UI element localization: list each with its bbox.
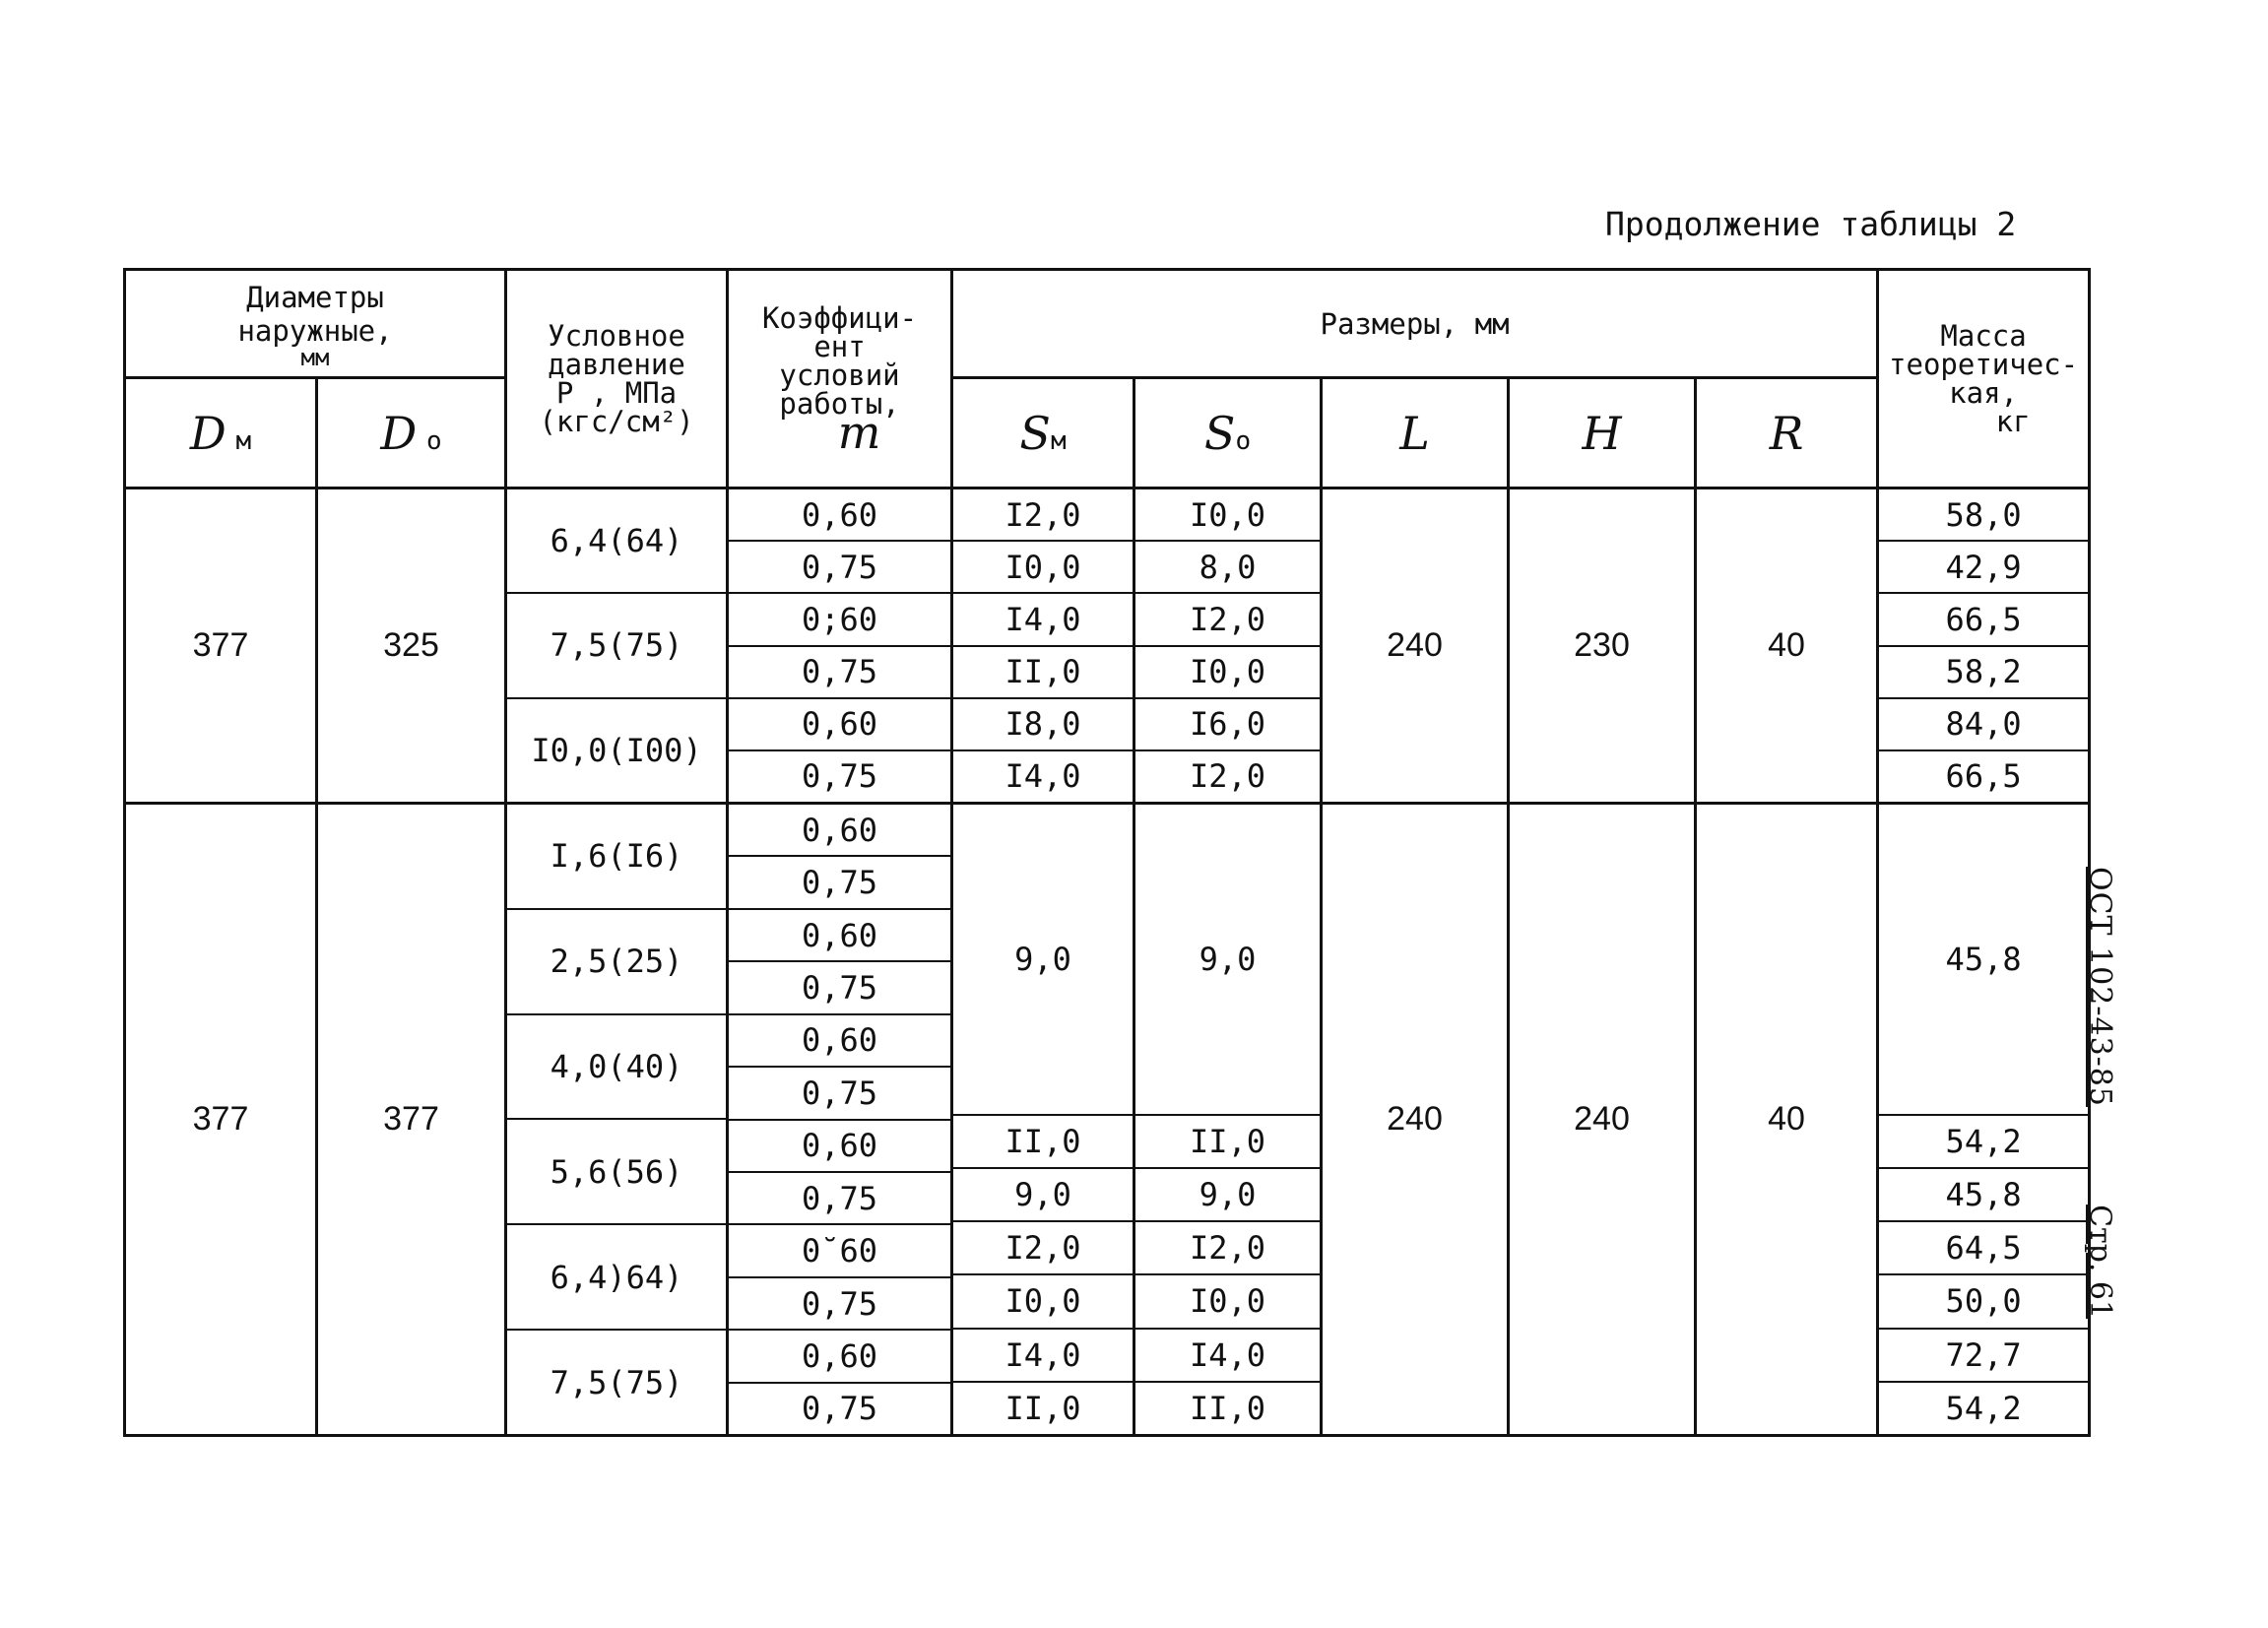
mass-cell: 58,2 xyxy=(1879,647,2088,699)
mass-cell: 45,8 xyxy=(1879,1169,2088,1222)
m-cell: 0,60 xyxy=(729,489,950,542)
l-cell: 240 xyxy=(1322,804,1509,1436)
m-cell: 0,75 xyxy=(729,647,950,699)
sm-cell: 9,0 xyxy=(953,1169,1133,1222)
header-l: L xyxy=(1322,378,1509,488)
r-cell: 40 xyxy=(1696,804,1878,1436)
mass-cell-merged: 45,8 xyxy=(1879,805,2088,1116)
sm-cell: I0,0 xyxy=(953,1275,1133,1329)
pressure-cell: I0,0(I00) xyxy=(531,731,702,769)
m-cell: 0,75 xyxy=(729,1278,950,1331)
pressure-cell: 5,6(56) xyxy=(507,1120,726,1225)
so-cell: II,0 xyxy=(1135,1116,1320,1169)
pressure-cells xyxy=(506,488,728,804)
dm-cell: 377 xyxy=(125,488,317,804)
header-dm: D м xyxy=(125,378,317,488)
m-cell: 0,60 xyxy=(729,1331,950,1383)
sm-cells xyxy=(952,804,1134,1436)
m-cell: 0,75 xyxy=(801,1390,878,1428)
mass-cell: 64,5 xyxy=(1879,1222,2088,1275)
m-symbol: m xyxy=(837,406,881,459)
so-cell: I2,0 xyxy=(1135,594,1320,646)
m-cell: 0,75 xyxy=(729,1173,950,1225)
header-mass: Масса теоретичес- кая, кг xyxy=(1878,270,2090,488)
m-cell: 0,60 xyxy=(729,1121,950,1173)
mass-cell: 42,9 xyxy=(1879,542,2088,594)
sm-cell: I8,0 xyxy=(953,699,1133,751)
sm-cell: I4,0 xyxy=(953,594,1133,646)
m-cell: 0,75 xyxy=(729,1068,950,1120)
so-cell: I2,0 xyxy=(1189,757,1266,796)
so-cell: II,0 xyxy=(1189,1389,1266,1427)
mass-cell: 72,7 xyxy=(1879,1330,2088,1383)
so-cell: I4,0 xyxy=(1135,1330,1320,1383)
sm-cell: I4,0 xyxy=(953,1330,1133,1383)
so-cell: I0,0 xyxy=(1135,647,1320,699)
header-coefficient: Коэффици- ент условий работы, m xyxy=(728,270,952,488)
r-cell: 40 xyxy=(1696,488,1878,804)
sm-cell: I0,0 xyxy=(953,542,1133,594)
so-cells xyxy=(1134,804,1322,1436)
m-cell: 0,60 xyxy=(729,699,950,751)
so-cell: I6,0 xyxy=(1135,699,1320,751)
pressure-cell: 7,5(75) xyxy=(550,1363,683,1401)
mass-cell: 58,0 xyxy=(1879,489,2088,542)
m-cell: 0,75 xyxy=(729,542,950,594)
l-cell: 240 xyxy=(1322,488,1509,804)
mass-cell: 66,5 xyxy=(1879,594,2088,646)
m-cells xyxy=(728,804,952,1436)
so-cell: I0,0 xyxy=(1135,1275,1320,1329)
header-r: R xyxy=(1696,378,1878,488)
table-row xyxy=(125,488,2090,804)
m-cell: 0,75 xyxy=(729,962,950,1014)
m-cell: 0,75 xyxy=(801,757,878,796)
header-pressure: Условное давление Р , МПа (кгс/см²) xyxy=(506,270,728,488)
mass-cell: 84,0 xyxy=(1879,699,2088,751)
m-cell: 0˘60 xyxy=(729,1225,950,1277)
table-caption: Продолжение таблицы 2 xyxy=(1605,205,2017,243)
mass-cells xyxy=(1878,804,2090,1436)
sm-cells xyxy=(952,488,1134,804)
m-cell: 0,60 xyxy=(729,910,950,962)
pressure-cell: I,6(I6) xyxy=(507,805,726,910)
pressure-cells xyxy=(506,804,728,1436)
header-diameters: Диаметры наружные, мм xyxy=(125,270,506,378)
m-cell: 0,60 xyxy=(729,1015,950,1068)
page-number: Стр. 61 xyxy=(2083,1205,2117,1320)
header-sm: Sм xyxy=(952,378,1134,488)
so-cell-merged: 9,0 xyxy=(1135,805,1320,1116)
mass-cell: 54,2 xyxy=(1945,1389,2022,1427)
sm-cell-merged: 9,0 xyxy=(953,805,1133,1116)
pressure-cell: 6,4)64) xyxy=(507,1225,726,1331)
h-cell: 230 xyxy=(1509,488,1696,804)
mass-cell: 50,0 xyxy=(1879,1275,2088,1329)
dm-cell: 377 xyxy=(125,804,317,1436)
so-cells xyxy=(1134,488,1322,804)
m-cells xyxy=(728,488,952,804)
sm-cell: I2,0 xyxy=(953,1222,1133,1275)
table-row xyxy=(125,804,2090,1436)
header-so: Sо xyxy=(1134,378,1322,488)
so-cell: I2,0 xyxy=(1135,1222,1320,1275)
pressure-cell: 6,4(64) xyxy=(507,489,726,594)
do-cell: 325 xyxy=(317,488,506,804)
so-cell: 9,0 xyxy=(1135,1169,1320,1222)
mass-cells xyxy=(1878,488,2090,804)
sm-cell: II,0 xyxy=(953,647,1133,699)
pressure-cell: 4,0(40) xyxy=(507,1015,726,1121)
sm-cell: II,0 xyxy=(953,1116,1133,1169)
m-cell: 0;60 xyxy=(729,594,950,646)
sm-cell: I4,0 xyxy=(1004,757,1081,796)
header-sizes: Размеры, мм xyxy=(952,270,1878,378)
sm-cell: I2,0 xyxy=(953,489,1133,542)
so-cell: 8,0 xyxy=(1135,542,1320,594)
pressure-cell: 7,5(75) xyxy=(507,594,726,698)
h-cell: 240 xyxy=(1509,804,1696,1436)
document-code: ОСТ 102-43-85 xyxy=(2083,867,2117,1107)
pressure-cell: 2,5(25) xyxy=(507,910,726,1015)
do-cell: 377 xyxy=(317,804,506,1436)
sm-cell: II,0 xyxy=(1004,1389,1081,1427)
data-table xyxy=(123,268,2091,1437)
so-cell: I0,0 xyxy=(1135,489,1320,542)
m-cell: 0,60 xyxy=(729,805,950,857)
header-h: H xyxy=(1509,378,1696,488)
header-do: D о xyxy=(317,378,506,488)
mass-cell: 54,2 xyxy=(1879,1116,2088,1169)
mass-cell: 66,5 xyxy=(1945,757,2022,796)
m-cell: 0,75 xyxy=(729,857,950,909)
